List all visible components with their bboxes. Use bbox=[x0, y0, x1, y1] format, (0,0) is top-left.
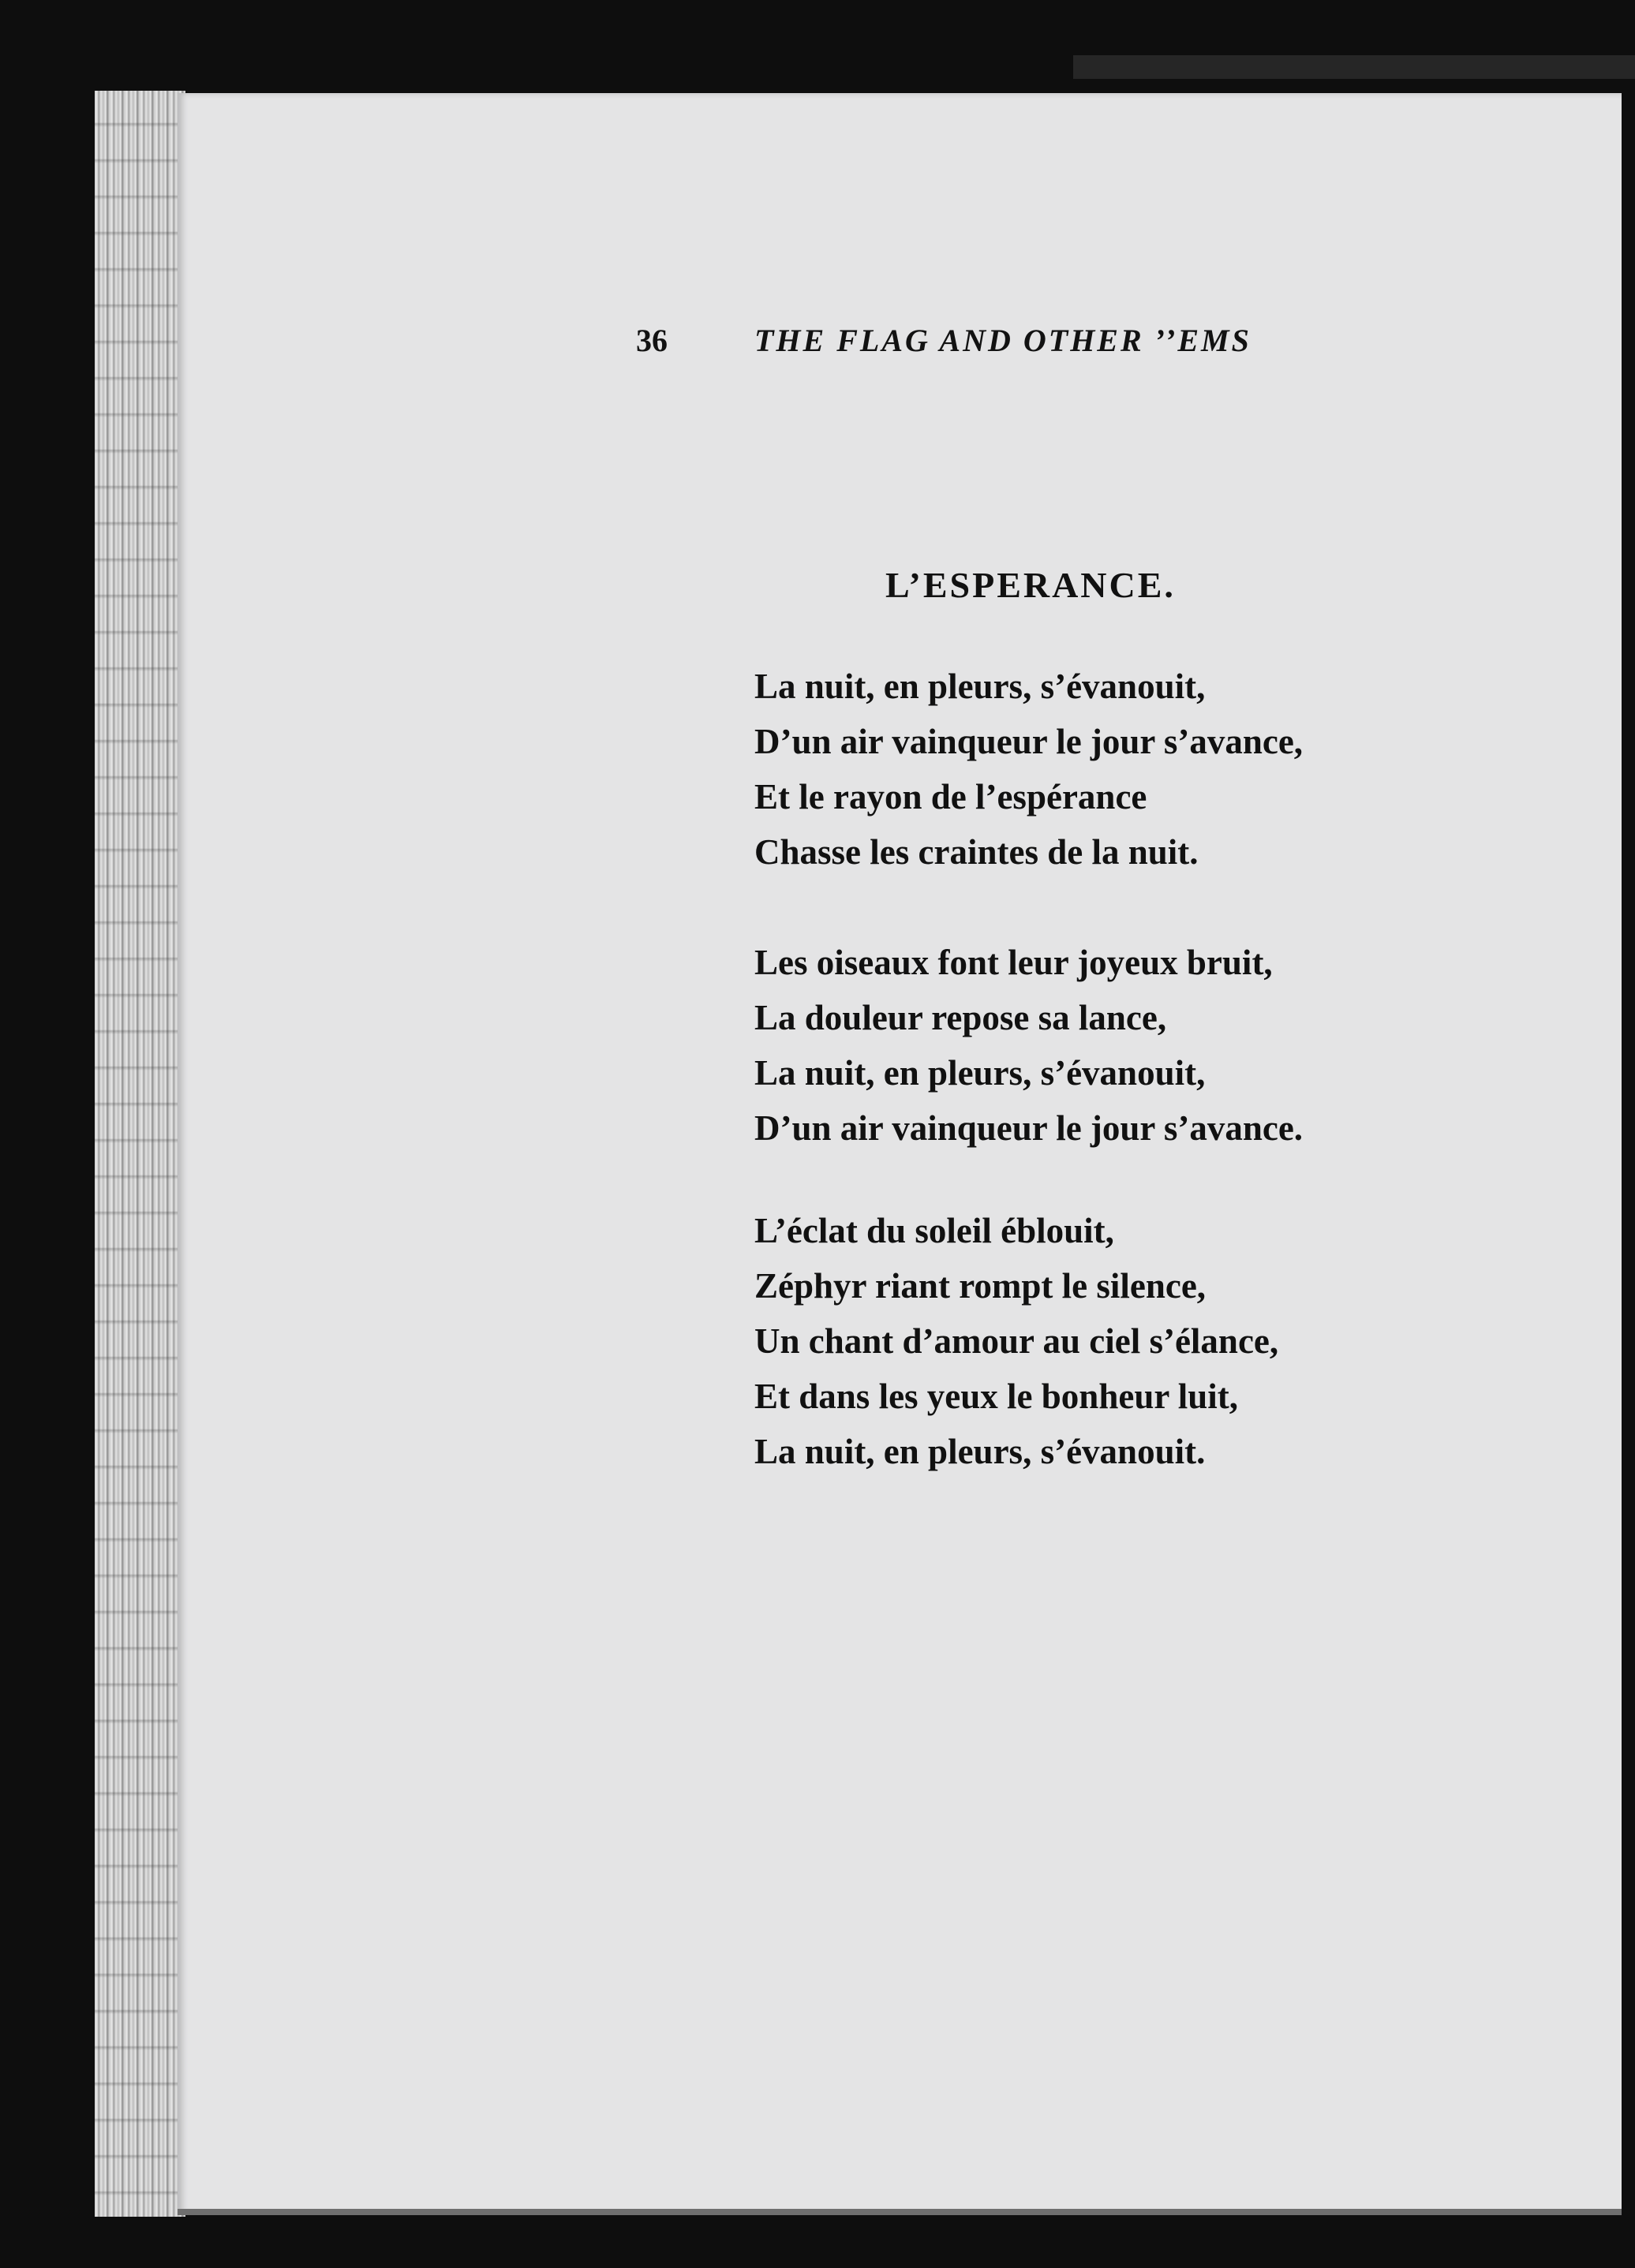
stanza-1 bbox=[754, 659, 1303, 880]
stanza-2 bbox=[754, 935, 1303, 1156]
poem-line: La nuit, en pleurs, s’évanouit. bbox=[754, 1432, 1206, 1471]
book-title: THE FLAG AND OTHER ’’EMS bbox=[754, 323, 1252, 358]
running-head bbox=[636, 322, 1425, 359]
poem-line: La douleur repose sa lance, bbox=[754, 998, 1167, 1037]
book-page-edges bbox=[95, 91, 185, 2217]
poem-line: Les oiseaux font leur joyeux bruit, bbox=[754, 943, 1273, 982]
poem-line: La nuit, en pleurs, s’évanouit, bbox=[754, 1053, 1206, 1093]
poem-line: L’éclat du soleil éblouit, bbox=[754, 1211, 1114, 1250]
poem-line: La nuit, en pleurs, s’évanouit, bbox=[754, 667, 1206, 706]
poem-title: L’ESPERANCE. bbox=[885, 565, 1176, 605]
poem-line: Et le rayon de l’espérance bbox=[754, 777, 1147, 816]
scan-border-shadow bbox=[1073, 55, 1635, 79]
poem-line: Et dans les yeux le bonheur luit, bbox=[754, 1377, 1239, 1416]
page-bottom-edge bbox=[178, 2209, 1622, 2215]
poem-line: Chasse les craintes de la nuit. bbox=[754, 832, 1199, 872]
stanza-3 bbox=[754, 1203, 1278, 1479]
poem-line: Un chant d’amour au ciel s’élance, bbox=[754, 1321, 1279, 1361]
poem-line: Zéphyr riant rompt le silence, bbox=[754, 1266, 1207, 1306]
page-number: 36 bbox=[636, 323, 668, 358]
poem-line: D’un air vainqueur le jour s’avance, bbox=[754, 722, 1304, 761]
poem-line: D’un air vainqueur le jour s’avance. bbox=[754, 1108, 1304, 1148]
